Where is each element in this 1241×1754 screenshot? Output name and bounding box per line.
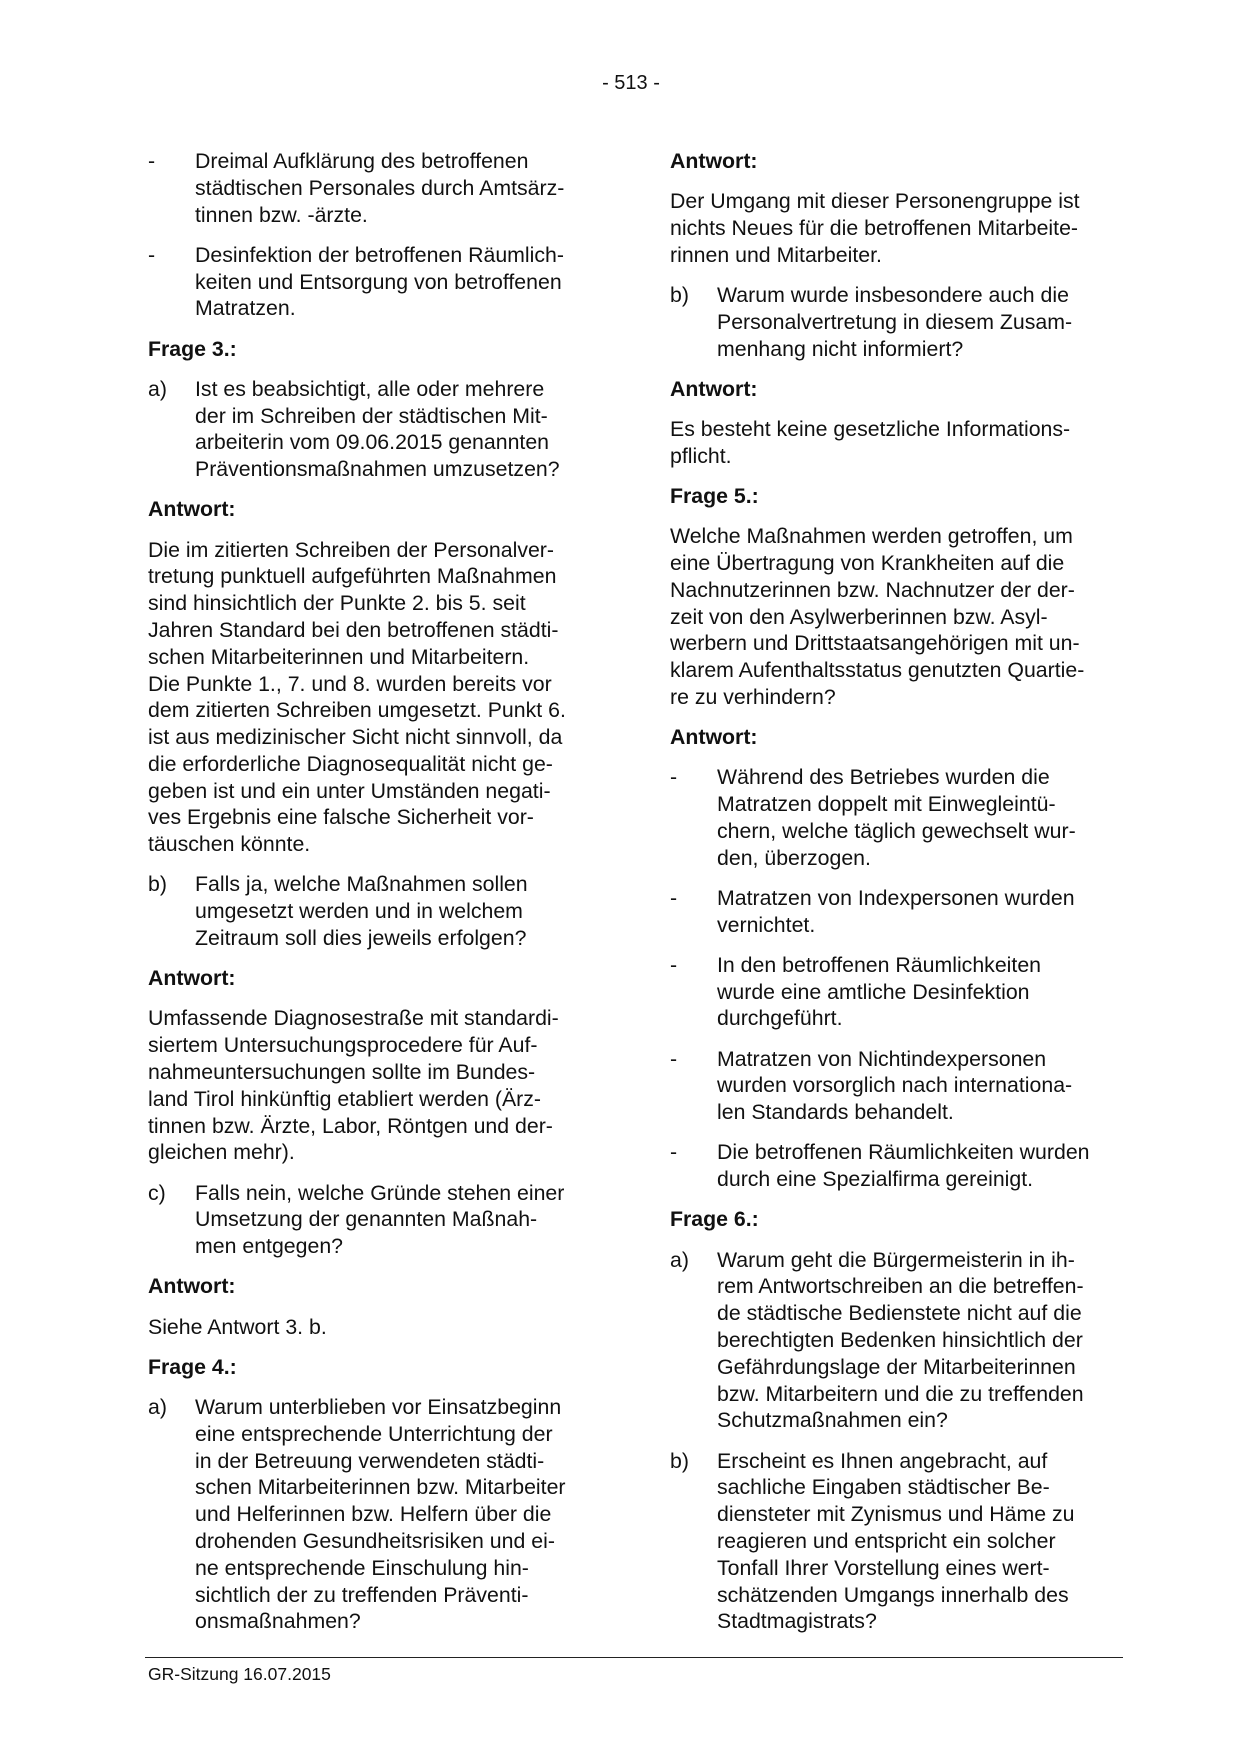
item-label: - [148,149,156,173]
bullet-item [670,1139,1140,1193]
left-column [148,148,618,1649]
section-heading: Antwort: [670,149,758,173]
item-text: Falls nein, welche Gründe stehen einer Umsetzung der genannten Maßnah- men entgegen? [195,1180,565,1259]
paragraph: Siehe Antwort 3. b. [148,1314,327,1339]
footer-divider [145,1657,1123,1658]
item-label: - [148,242,156,267]
item-text: Erscheint es Ihnen angebracht, auf sachliche Eingaben städtischer Be- diensteter mit Zynismus und Häme zu reagieren und entspricht ein solcher Tonfall Ihrer Vorstellung eines wert- schätzenden Umgangs innerhalb des Stadtmagistrats? [717,1448,1075,1634]
item-text: Matratzen von Nichtindexpersonen wurden vorsorglich nach internationa- len Standards behandelt. [717,1046,1073,1125]
section-heading: Frage 4.: [148,1354,237,1379]
item-text: Während des Betriebes wurden die Matratzen doppelt mit Einwegleintü- chern, welche täglich gewechselt wur- den, überzogen. [717,765,1076,870]
item-text: Falls ja, welche Maßnahmen sollen umgesetzt werden und in welchem Zeitraum soll dies jeweils erfolgen? [195,872,528,951]
item-label: - [670,1140,678,1165]
item-label: a) [670,1247,689,1272]
item-text: Warum unterblieben vor Einsatzbeginn eine entsprechende Unterrichtung der in der Betreuung verwendeten städti- schen Mitarbeiterinnen bzw. Mitarbeiter und Helferinnen bzw. Helfern über die drohenden Gesundheitsrisiken und ei- ne entsprechende Einschulung hin- sichtlich der zu treffenden Präventi- onsmaßnahmen? [195,1394,566,1634]
section-heading: Antwort: [670,376,758,401]
item-label: a) [148,376,167,401]
section-heading: Antwort: [148,966,236,991]
item-label: b) [670,282,689,307]
section-heading: Frage 6.: [670,1207,759,1232]
bullet-item [148,242,618,322]
right-column [670,148,1140,1649]
bullet-item [670,952,1140,1032]
item-text: Matratzen von Indexpersonen wurden vernichtet. [717,885,1075,937]
question-item [148,376,618,483]
question-item [148,871,618,951]
item-label: - [670,885,678,910]
paragraph: Welche Maßnahmen werden getroffen, um eine Übertragung von Krankheiten auf die Nachnutzerinnen bzw. Nachnutzer der der- zeit von den Asylwerberinnen bzw. Asyl- werbern und Drittstaatsangehörigen mit un- klarem Aufenthaltsstatus genutzten Quartie- re zu verhindern? [670,524,1085,709]
question-item [670,1247,1140,1435]
paragraph: Die im zitierten Schreiben der Personalver- tretung punktuell aufgeführten Maßnahmen sind hinsichtlich der Punkte 2. bis 5. seit Jahren Standard bei den betroffenen städti- schen Mitarbeiterinnen und Mitarbeitern. Die Punkte 1., 7. und 8. wurden bereits vor dem zitierten Schreiben umgesetzt. Punkt 6. ist aus medizinischer Sicht nicht sinnvoll, da die erforderliche Diagnosequalität nicht ge- geben ist und ein unter Umständen negati- ves Ergebnis eine falsche Sicherheit vor- täuschen könnte. [148,537,566,857]
paragraph: Umfassende Diagnosestraße mit standardi- siertem Untersuchungsprocedere für Auf- nahmeuntersuchungen sollte im Bundes- land Tirol hinkünftig etabliert werden (Ärz- tinnen bzw. Ärzte, Labor, Röntgen und der- gleichen mehr). [148,1006,559,1165]
section-heading: Frage 3.: [148,336,237,361]
section-heading: Antwort: [670,725,758,750]
bullet-item [670,1046,1140,1126]
item-text: Ist es beabsichtigt, alle oder mehrere der im Schreiben der städtischen Mit- arbeiterin vom 09.06.2015 genannten Präventionsmaßnahmen umzusetzen? [195,376,560,482]
section-heading: Antwort: [148,1274,236,1299]
page-number: - 513 - [602,72,660,94]
section-heading: Frage 5.: [670,483,759,508]
item-label: - [670,1046,678,1071]
item-text: Desinfektion der betroffenen Räumlich- keiten und Entsorgung von betroffenen Matratzen. [195,242,564,321]
item-text: Die betroffenen Räumlichkeiten wurden durch eine Spezialfirma gereinigt. [717,1140,1090,1192]
question-item [148,1394,618,1635]
paragraph: Der Umgang mit dieser Personengruppe ist nichts Neues für die betroffenen Mitarbeite- rinnen und Mitarbeiter. [670,189,1080,267]
item-text: Warum geht die Bürgermeisterin in ih- rem Antwortschreiben an die betreffen- de städtische Bedienstete nicht auf die berechtigten Bedenken hinsichtlich der Gefährdungslage der Mitarbeiterinnen bzw. Mitarbeitern und die zu treffenden Schutzmaßnahmen ein? [717,1247,1084,1433]
bullet-item [148,148,618,228]
item-label: - [670,952,678,977]
footer-text: GR-Sitzung 16.07.2015 [148,1664,331,1684]
question-item [148,1180,618,1260]
bullet-item [670,764,1140,871]
paragraph: Es besteht keine gesetzliche Informations- pflicht. [670,416,1071,468]
question-item [670,282,1140,362]
section-heading: Antwort: [148,497,236,522]
item-label: - [670,765,678,790]
item-text: Dreimal Aufklärung des betroffenen städtischen Personales durch Amtsärz- tinnen bzw. -ärzte. [195,149,565,227]
item-label: b) [148,872,167,897]
item-label: b) [670,1448,689,1473]
item-label: a) [148,1394,167,1419]
item-text: Warum wurde insbesondere auch die Personalvertretung in diesem Zusam- menhang nicht informiert? [717,282,1073,361]
question-item [670,1448,1140,1636]
item-label: c) [148,1180,166,1205]
item-text: In den betroffenen Räumlichkeiten wurde eine amtliche Desinfektion durchgeführt. [717,952,1042,1031]
bullet-item [670,885,1140,939]
